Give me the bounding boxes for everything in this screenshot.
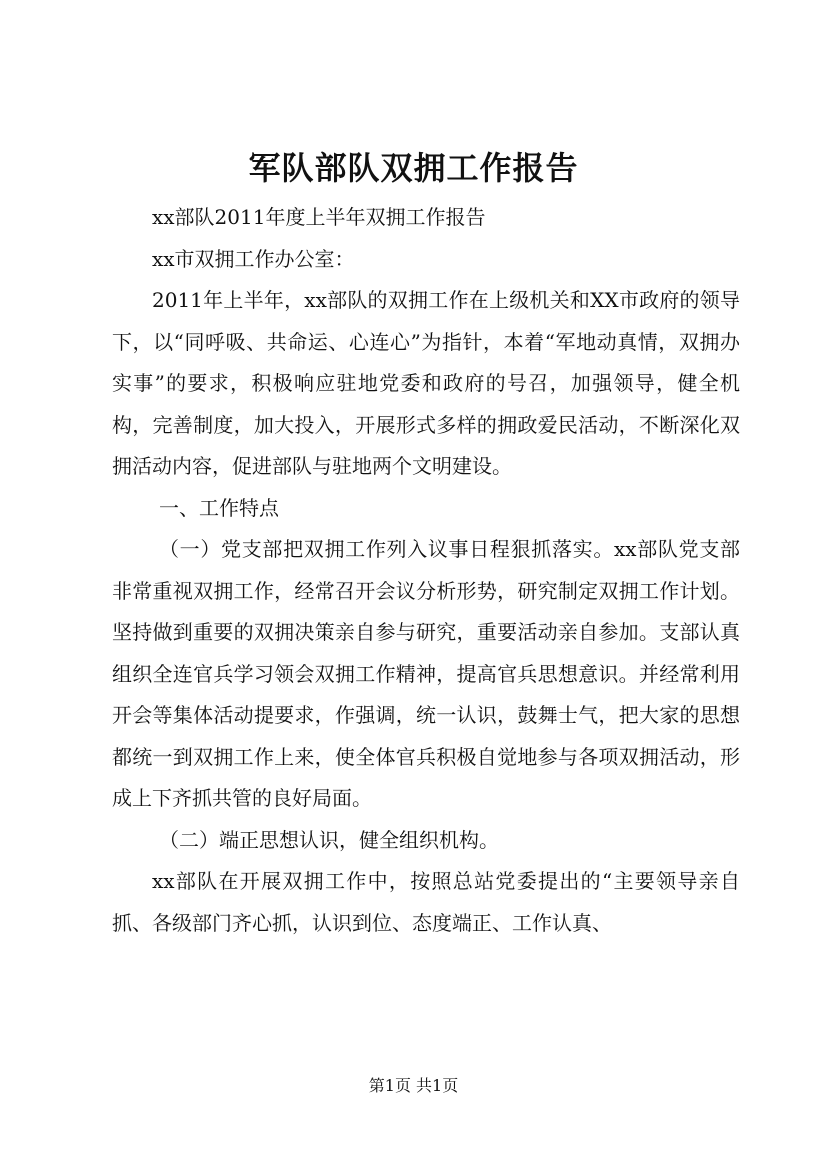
page-number-footer: 第1页 共1页 [368, 1076, 459, 1095]
report-subtitle: xx部队2011年度上半年双拥工作报告 [152, 205, 486, 229]
document-title: 军队部队双拥工作报告 [248, 149, 579, 187]
section-paragraph-1: （一）党支部把双拥工作列入议事日程狠抓落实。xx部队党支部非常重视双拥工作，经常召开会议分析形势，研究制定双拥工作计划。坚持做到重要的双拥决策亲自参与研究，重要活动亲自参加。支部认真组织全连官兵学习领会双拥工作精神，提高官兵思想意识。并经常利用开会等集体活动提要求，作强调，统一认识，鼓舞士气，把大家的思想都统一到双拥工作上来，使全体官兵积极自觉地参与各项双拥活动，形成上下齐抓共管的良好局面。 [112, 537, 740, 810]
section-heading-2: （二）端正思想认识，健全组织机构。 [159, 827, 499, 852]
document-body [112, 197, 740, 944]
section-heading: 一、工作特点 [159, 495, 279, 520]
intro-paragraph: 2011年上半年，xx部队的双拥工作在上级机关和XX市政府的领导下，以“同呼吸、共命运、心连心”为指针，本着“军地动真情，双拥办实事”的要求，积极响应驻地党委和政府的号召，加强领导，健全机构，完善制度，加大投入，开展形式多样的拥政爱民活动，不断深化双拥活动内容，促进部队与驻地两个文明建设。 [112, 288, 740, 478]
section-paragraph-2: xx部队在开展双拥工作中，按照总站党委提出的“主要领导亲自抓、各级部门齐心抓，认识到位、态度端正、工作认真、 [112, 869, 740, 935]
salutation: xx市双拥工作办公室： [152, 246, 355, 271]
